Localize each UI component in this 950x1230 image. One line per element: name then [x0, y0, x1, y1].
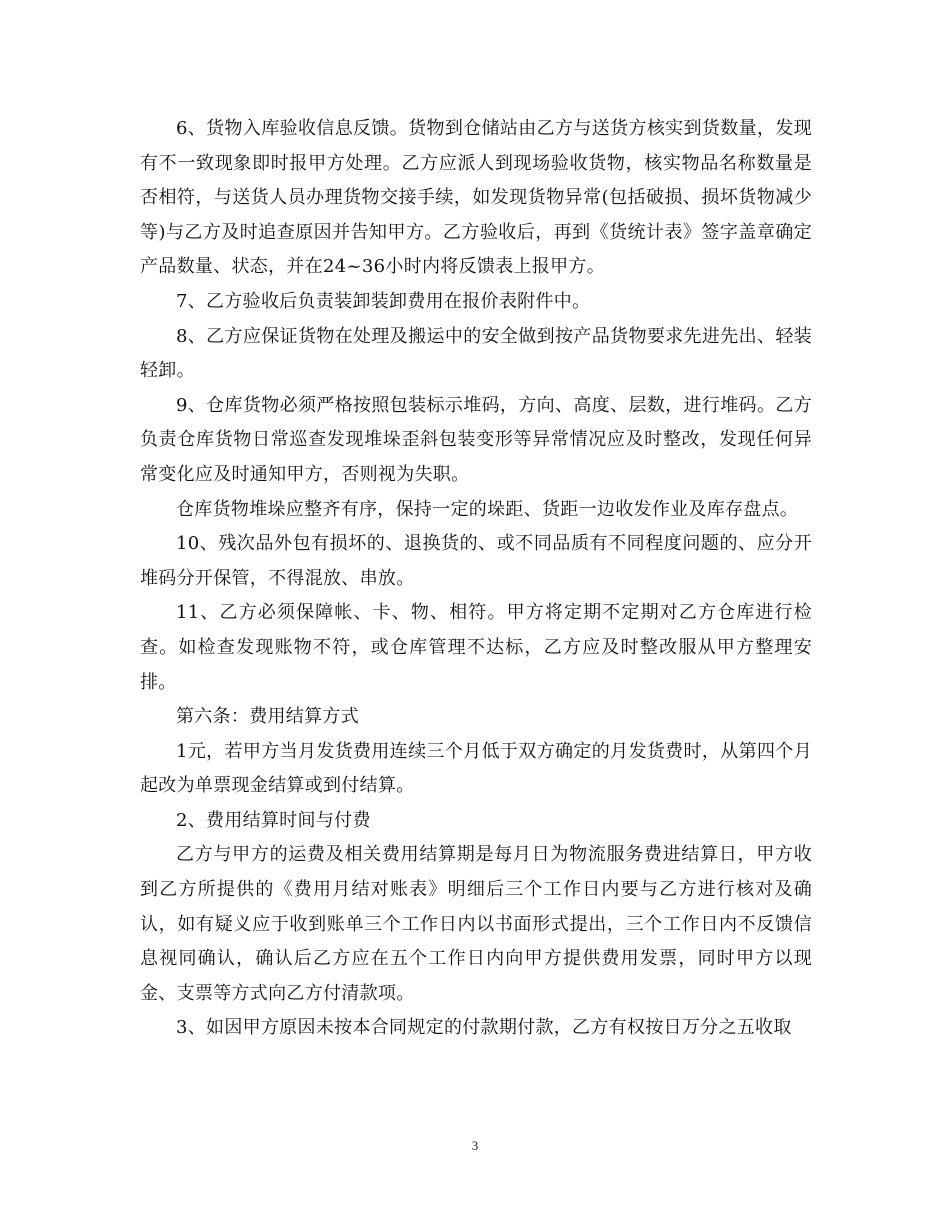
- paragraph-stacking-order: 仓库货物堆垛应整齐有序，保持一定的垛距、货距一边收发作业及库存盘点。: [176, 498, 799, 520]
- paragraph-clause-3-late-payment: 3、如因甲方原因未按本合同规定的付款期付款，乙方有权按日万分之五收取: [176, 1017, 792, 1039]
- paragraph-settlement-period: 乙方与甲方的运费及相关费用结算期是每月日为物流服务费进结算日，甲方收到乙方所提供的《费用月结对账表》明细后三个工作日内要与乙方进行核对及确认，如有疑义应于收到账单三个工作日内以书面形式提出，三个工作日内不反馈信息视同确认，确认后乙方应在五个工作日内向甲方提供费用发票，同时甲方以现金、支票等方式向乙方付清款项。: [140, 844, 812, 1004]
- page-number: 3: [471, 1138, 479, 1153]
- paragraph-item-9-stacking: 9、仓库货物必须严格按照包装标示堆码，方向、高度、层数，进行堆码。乙方负责仓库货物日常巡查发现堆垛歪斜包装变形等异常情况应及时整改，发现任何异常变化应及时通知甲方，否则视为失职。: [140, 394, 812, 485]
- paragraph-clause-1-settlement: 1元，若甲方当月发货费用连续三个月低于双方确定的月发货费时，从第四个月起改为单票现金结算或到付结算。: [140, 740, 812, 797]
- paragraph-item-6-inbound-inspection: 6、货物入库验收信息反馈。货物到仓储站由乙方与送货方核实到货数量，发现有不一致现象即时报甲方处理。乙方应派人到现场验收货物，核实物品名称数量是否相符，与送货人员办理货物交接手续，如发现货物异常(包括破损、损坏货物减少等)与乙方及时追查原因并告知甲方。乙方验收后，再到《货统计表》签字盖章确定产品数量、状态，并在24~36小时内将反馈表上报甲方。: [140, 118, 812, 278]
- paragraph-item-10-defective-goods: 10、残次品外包有损坏的、退换货的、或不同品质有不同程度问题的、应分开堆码分开保管，不得混放、串放。: [140, 533, 812, 589]
- document-body: [140, 112, 812, 1046]
- section-heading-article-6: 第六条：费用结算方式: [176, 706, 359, 728]
- paragraph-item-7-loading-fees: 7、乙方验收后负责装卸装卸费用在报价表附件中。: [176, 290, 591, 312]
- paragraph-item-11-inventory-check: 11、乙方必须保障帐、卡、物、相符。甲方将定期不定期对乙方仓库进行检查。如检查发现账物不符，或仓库管理不达标，乙方应及时整改服从甲方整理安排。: [140, 602, 812, 693]
- paragraph-clause-2-heading: 2、费用结算时间与付费: [176, 809, 371, 831]
- paragraph-item-8-handling-safety: 8、乙方应保证货物在处理及搬运中的安全做到按产品货物要求先进先出、轻装轻卸。: [140, 325, 812, 382]
